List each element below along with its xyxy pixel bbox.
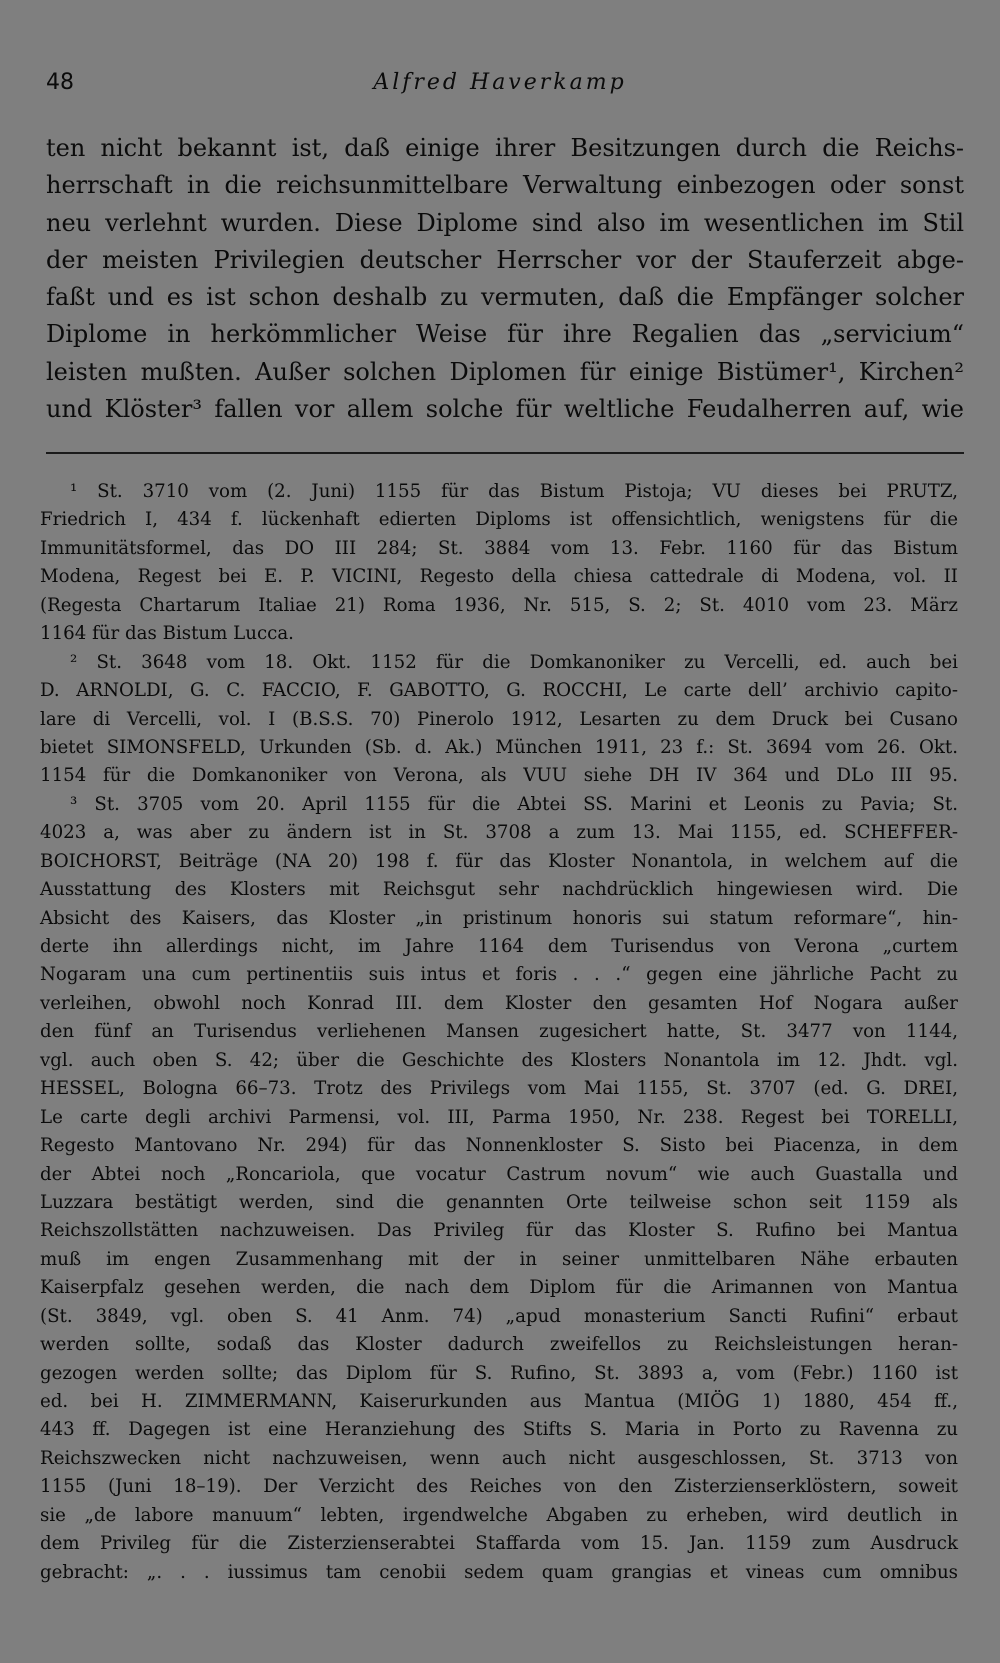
footnote-line: dem Privileg für die Zisterzienserabtei Staffarda vom 15. Jan. 1159 zum Ausdruck [40,1533,958,1555]
running-head [46,70,954,110]
footnote-line: 1164 für das Bistum Lucca. [40,623,294,645]
footnote-line: gebracht: „. . . iussimus tam cenobii sedem quam grangias et vineas cum omnibus [40,1561,958,1583]
footnote-line: lare di Vercelli, vol. I (B.S.S. 70) Pinerolo 1912, Lesarten zu dem Druck bei Cusano [40,708,958,730]
footnote-line: ¹ St. 3710 vom (2. Juni) 1155 für das Bistum Pistoja; VU dieses bei PRUTZ, [70,481,958,502]
footnote-line: Immunitätsformel, das DO III 284; St. 3884 vom 13. Febr. 1160 für das Bistum [40,537,958,559]
footnote-line: 1154 für die Domkanoniker von Verona, als VUU siehe DH IV 364 und DLo III 95. [40,765,958,787]
main-text-line: herrschaft in die reichsunmittelbare Verwaltung einbezogen oder sonst [46,171,964,200]
footnote-line: sie „de labore manuum“ lebten, irgendwelche Abgaben zu erheben, wird deutlich in [40,1504,958,1526]
page-number: 48 [46,70,74,95]
footnote-line: Friedrich I, 434 f. lückenhaft edierten Diploms ist offensichtlich, wenigstens für die [40,509,958,531]
footnote-line: Le carte degli archivi Parmensi, vol. III, Parma 1950, Nr. 238. Regest bei TORELLI, [40,1106,958,1128]
footnote-line: ed. bei H. ZIMMERMANN, Kaiserurkunden aus Mantua (MIÖG 1) 1880, 454 ff., [40,1391,958,1412]
main-text-line: faßt und es ist schon deshalb zu vermuten, daß die Empfänger solcher [46,283,964,312]
footnote-line: muß im engen Zusammenhang mit der in seiner unmittelbaren Nähe erbauten [40,1248,958,1270]
footnote-line: ³ St. 3705 vom 20. April 1155 für die Abtei SS. Marini et Leonis zu Pavia; St. [70,793,958,815]
footnote-line: 1155 (Juni 18–19). Der Verzicht des Reiches von den Zisterzienserklöstern, soweit [40,1476,958,1498]
main-text-line: leisten mußten. Außer solchen Diplomen für einige Bistümer¹, Kirchen² [46,357,964,386]
footnote-line: Nogaram una cum pertinentiis suis intus et foris . . .“ gegen eine jährliche Pacht zu [40,964,958,986]
footnote-line: HESSEL, Bologna 66–73. Trotz des Privilegs vom Mai 1155, St. 3707 (ed. G. DREI, [40,1078,958,1100]
footnote-line: werden sollte, sodaß das Kloster dadurch zweifellos zu Reichsleistungen heran- [40,1334,958,1356]
footnote-line: der Abtei noch „Roncariola, que vocatur Castrum novum“ wie auch Guastalla und [40,1163,958,1185]
footnote-line: derte ihn allerdings nicht, im Jahre 1164 dem Turisendus von Verona „curtem [40,936,958,957]
footnote-line: Regesto Mantovano Nr. 294) für das Nonnenkloster S. Sisto bei Piacenza, in dem [40,1135,958,1157]
footnote-line: Luzzara bestätigt werden, sind die genannten Orte teilweise schon seit 1159 als [40,1191,958,1213]
footnote-line: verleihen, obwohl noch Konrad III. dem Kloster den gesamten Hof Nogara außer [40,992,958,1014]
footnote-line: 443 ff. Dagegen ist eine Heranziehung des Stifts S. Maria in Porto zu Ravenna zu [40,1419,958,1441]
footnote-line: Reichszollstätten nachzuweisen. Das Privileg für das Kloster S. Rufino bei Mantua [40,1220,958,1242]
footnotes-block [40,478,958,1587]
footnote-line: Reichszwecken nicht nachzuweisen, wenn auch nicht ausgeschlossen, St. 3713 von [40,1447,958,1469]
footnote-line: Modena, Regest bei E. P. VICINI, Regesto della chiesa cattedrale di Modena, vol. II [40,566,958,588]
footnote-line: bietet SIMONSFELD, Urkunden (Sb. d. Ak.) München 1911, 23 f.: St. 3694 vom 26. Okt. [40,736,958,758]
main-text-line: ten nicht bekannt ist, daß einige ihrer Besitzungen durch die Reichs- [46,134,964,162]
running-head-author: Alfred Haverkamp [373,70,627,95]
main-text-line: und Klöster³ fallen vor allem solche für weltliche Feudalherren auf, wie [46,395,964,424]
main-text-line: der meisten Privilegien deutscher Herrscher vor der Stauferzeit abge- [46,245,964,274]
footnote-separator-rule [46,452,964,454]
footnote-line: Ausstattung des Klosters mit Reichsgut sehr nachdrücklich hingewiesen wird. Die [40,879,958,901]
footnote-line: den fünf an Turisendus verliehenen Mansen zugesichert hatte, St. 3477 von 1144, [40,1021,958,1043]
footnote-line: Kaiserpfalz gesehen werden, die nach dem Diplom für die Arimannen von Mantua [40,1277,958,1299]
main-text-line: Diplome in herkömmlicher Weise für ihre Regalien das „servicium“ [46,320,964,349]
main-text-block [46,130,964,428]
footnote-line: D. ARNOLDI, G. C. FACCIO, F. GABOTTO, G. ROCCHI, Le carte dell’ archivio capito- [40,680,958,702]
footnote-line: 4023 a, was aber zu ändern ist in St. 3708 a zum 13. Mai 1155, ed. SCHEFFER- [40,822,958,844]
footnote-line: gezogen werden sollte; das Diplom für S. Rufino, St. 3893 a, vom (Febr.) 1160 ist [40,1362,958,1384]
footnote-line: Absicht des Kaisers, das Kloster „in pristinum honoris sui statum reformare“, hin- [40,907,958,929]
footnote-line: (St. 3849, vgl. oben S. 41 Anm. 74) „apud monasterium Sancti Rufini“ erbaut [40,1305,958,1327]
footnote-line: ² St. 3648 vom 18. Okt. 1152 für die Domkanoniker zu Vercelli, ed. auch bei [70,651,958,673]
main-text-line: neu verlehnt wurden. Diese Diplome sind also im wesentlichen im Stil [46,208,964,237]
footnote-line: vgl. auch oben S. 42; über die Geschichte des Klosters Nonantola im 12. Jhdt. vgl. [40,1049,958,1071]
footnote-line: (Regesta Chartarum Italiae 21) Roma 1936, Nr. 515, S. 2; St. 4010 vom 23. März [40,594,958,616]
footnote-line: BOICHORST, Beiträge (NA 20) 198 f. für das Kloster Nonantola, in welchem auf die [40,850,958,872]
